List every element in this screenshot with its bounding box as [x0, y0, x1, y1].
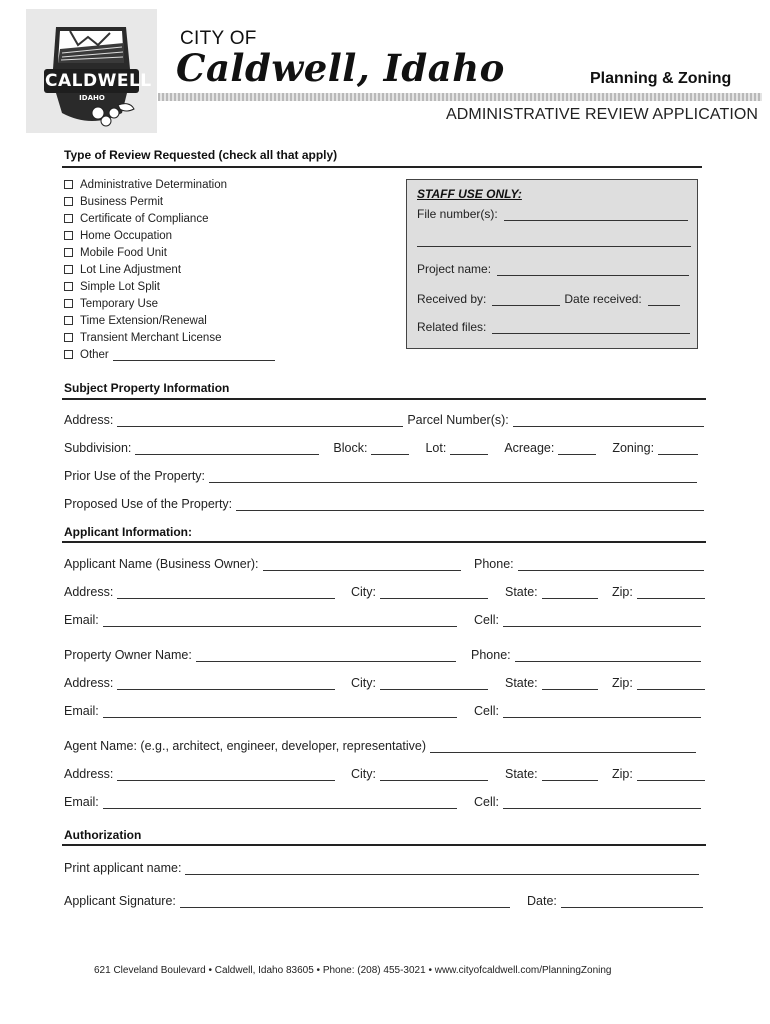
state-input[interactable] — [542, 767, 598, 781]
review-type-heading: Type of Review Requested (check all that apply) — [64, 148, 338, 162]
print-name-label: Print applicant name: — [64, 861, 182, 875]
phone-input[interactable] — [518, 557, 704, 571]
staff-use-title: STAFF USE ONLY: — [417, 187, 522, 201]
checkbox-label: Home Occupation — [80, 229, 173, 242]
section-rule — [62, 844, 706, 846]
city-of-label: CITY OF — [180, 28, 257, 49]
lot-label: Lot: — [425, 441, 447, 455]
state-label: State: — [505, 676, 538, 690]
checkbox-item[interactable] — [64, 346, 275, 363]
authorization-heading: Authorization — [64, 828, 142, 842]
email-label: Email: — [64, 704, 99, 718]
cell-label: Cell: — [474, 704, 500, 718]
staff-use-box — [406, 179, 698, 349]
section-rule — [62, 398, 706, 400]
city-label: City: — [351, 676, 376, 690]
block-label: Block: — [333, 441, 368, 455]
checkbox-icon[interactable] — [64, 316, 73, 325]
date-input[interactable] — [561, 894, 703, 908]
owner-name-row — [64, 648, 456, 662]
footer-contact: 621 Cleveland Boulevard • Caldwell, Idaho 83605 • Phone: (208) 455-3021 • www.cityofcaldwell.com/PlanningZoning — [94, 965, 612, 976]
lot-input[interactable] — [450, 441, 488, 455]
checkbox-item[interactable] — [64, 244, 167, 261]
proposed-use-input[interactable] — [236, 497, 704, 511]
applicant-name-label: Applicant Name (Business Owner): — [64, 557, 259, 571]
address-input[interactable] — [117, 585, 335, 599]
file-number-line-2[interactable] — [417, 234, 691, 247]
city-logo — [26, 9, 157, 133]
logo-wordmark: CALDWELL — [45, 71, 152, 91]
cell-input[interactable] — [503, 704, 701, 718]
agent-cell-row — [474, 795, 701, 809]
city-name-title: Caldwell, Idaho — [176, 46, 505, 90]
city-input[interactable] — [380, 585, 488, 599]
address-input[interactable] — [117, 767, 335, 781]
applicant-zip-row — [612, 585, 705, 599]
owner-city-row — [351, 676, 488, 690]
property-address-row — [64, 413, 704, 427]
print-name-row — [64, 861, 699, 875]
agent-zip-row — [612, 767, 705, 781]
cell-label: Cell: — [474, 613, 500, 627]
zip-label: Zip: — [612, 585, 633, 599]
checkbox-icon[interactable] — [64, 231, 73, 240]
acreage-input[interactable] — [558, 441, 596, 455]
applicant-heading: Applicant Information: — [64, 525, 192, 539]
proposed-use-label: Proposed Use of the Property: — [64, 497, 233, 511]
parcel-input[interactable] — [513, 413, 704, 427]
checkbox-item[interactable] — [64, 210, 208, 227]
signature-input[interactable] — [180, 894, 510, 908]
email-label: Email: — [64, 795, 99, 809]
zip-input[interactable] — [637, 676, 705, 690]
phone-label: Phone: — [471, 648, 511, 662]
checkbox-label: Mobile Food Unit — [80, 246, 167, 259]
checkbox-label: Temporary Use — [80, 297, 158, 310]
applicant-name-input[interactable] — [263, 557, 461, 571]
logo-subtext: IDAHO — [79, 94, 105, 102]
document-title: ADMINISTRATIVE REVIEW APPLICATION — [446, 106, 759, 123]
checkbox-item[interactable] — [64, 176, 227, 193]
subdivision-input[interactable] — [135, 441, 319, 455]
prior-use-row — [64, 469, 697, 483]
project-name-line[interactable] — [497, 263, 689, 276]
agent-email-row — [64, 795, 457, 809]
address-label: Address: — [64, 676, 114, 690]
date-label: Date: — [527, 894, 557, 908]
subdivision-row — [64, 441, 698, 455]
file-number-label: File number(s): — [417, 207, 498, 221]
zip-input[interactable] — [637, 585, 705, 599]
checkbox-icon[interactable] — [64, 180, 73, 189]
header-divider — [158, 93, 762, 101]
checkbox-icon[interactable] — [64, 350, 73, 359]
email-input[interactable] — [103, 704, 457, 718]
checkbox-label: Administrative Determination — [80, 178, 228, 191]
section-rule — [62, 166, 702, 168]
checkbox-item[interactable] — [64, 227, 172, 244]
file-number-field[interactable] — [417, 207, 688, 221]
checkbox-icon[interactable] — [64, 197, 73, 206]
parcel-label: Parcel Number(s): — [407, 413, 509, 427]
prior-use-input[interactable] — [209, 469, 697, 483]
signature-row — [64, 894, 510, 908]
department-label: Planning & Zoning — [590, 70, 732, 87]
checkbox-label: Business Permit — [80, 195, 164, 208]
city-label: City: — [351, 585, 376, 599]
applicant-name-row — [64, 557, 461, 571]
owner-state-row — [505, 676, 598, 690]
agent-name-label: Agent Name: (e.g., architect, engineer, developer, representative) — [64, 739, 427, 753]
owner-zip-row — [612, 676, 705, 690]
state-label: State: — [505, 767, 538, 781]
address-label: Address: — [64, 585, 114, 599]
email-input[interactable] — [103, 795, 457, 809]
state-input[interactable] — [542, 585, 598, 599]
city-label: City: — [351, 767, 376, 781]
checkbox-icon[interactable] — [64, 282, 73, 291]
subdivision-label: Subdivision: — [64, 441, 132, 455]
zip-input[interactable] — [637, 767, 705, 781]
prior-use-label: Prior Use of the Property: — [64, 469, 206, 483]
checkbox-icon[interactable] — [64, 299, 73, 308]
address-input[interactable] — [117, 413, 403, 427]
received-by-label: Received by: — [417, 292, 487, 306]
zip-label: Zip: — [612, 767, 633, 781]
checkbox-label: Certificate of Compliance — [80, 212, 209, 225]
phone-input[interactable] — [515, 648, 701, 662]
applicant-state-row — [505, 585, 598, 599]
date-received-label: Date received: — [564, 292, 642, 306]
checkbox-label: Other — [80, 348, 109, 361]
applicant-cell-row — [474, 613, 701, 627]
checkbox-label: Lot Line Adjustment — [80, 263, 182, 276]
agent-state-row — [505, 767, 598, 781]
block-input[interactable] — [371, 441, 409, 455]
checkbox-icon[interactable] — [64, 265, 73, 274]
date-row — [527, 894, 703, 908]
address-label: Address: — [64, 767, 114, 781]
owner-phone-row — [471, 648, 701, 662]
owner-address-row — [64, 676, 335, 690]
email-input[interactable] — [103, 613, 457, 627]
phone-label: Phone: — [474, 557, 514, 571]
state-input[interactable] — [542, 676, 598, 690]
city-input[interactable] — [380, 767, 488, 781]
applicant-address-row — [64, 585, 335, 599]
agent-name-row — [64, 739, 696, 753]
project-name-label: Project name: — [417, 262, 492, 276]
address-input[interactable] — [117, 676, 335, 690]
cell-label: Cell: — [474, 795, 500, 809]
email-label: Email: — [64, 613, 99, 627]
file-number-line[interactable] — [504, 208, 688, 221]
checkbox-item[interactable] — [64, 261, 181, 278]
zoning-label: Zoning: — [612, 441, 655, 455]
related-files-label: Related files: — [417, 320, 487, 334]
owner-name-input[interactable] — [196, 648, 456, 662]
checkbox-item[interactable] — [64, 295, 158, 312]
checkbox-label: Transient Merchant License — [80, 331, 222, 344]
section-rule — [62, 541, 706, 543]
date-received-line[interactable] — [648, 293, 680, 306]
applicant-phone-row — [474, 557, 704, 571]
checkbox-label: Simple Lot Split — [80, 280, 160, 293]
related-files-line[interactable] — [492, 321, 690, 334]
city-input[interactable] — [380, 676, 488, 690]
agent-name-input[interactable] — [430, 739, 696, 753]
received-by-line[interactable] — [492, 293, 560, 306]
proposed-use-row — [64, 497, 704, 511]
print-name-input[interactable] — [185, 861, 699, 875]
signature-label: Applicant Signature: — [64, 894, 176, 908]
applicant-city-row — [351, 585, 488, 599]
checkbox-item[interactable] — [64, 312, 207, 329]
acreage-label: Acreage: — [504, 441, 555, 455]
checkbox-icon[interactable] — [64, 333, 73, 342]
zoning-input[interactable] — [658, 441, 698, 455]
checkbox-item[interactable] — [64, 329, 221, 346]
related-files-field[interactable] — [417, 320, 690, 334]
property-heading: Subject Property Information — [64, 381, 230, 395]
owner-cell-row — [474, 704, 701, 718]
checkbox-icon[interactable] — [64, 214, 73, 223]
agent-address-row — [64, 767, 335, 781]
checkbox-label: Time Extension/Renewal — [80, 314, 207, 327]
checkbox-item[interactable] — [64, 278, 160, 295]
other-input-line[interactable] — [113, 349, 275, 361]
agent-city-row — [351, 767, 488, 781]
state-label: State: — [505, 585, 538, 599]
owner-email-row — [64, 704, 457, 718]
address-label: Address: — [64, 413, 114, 427]
checkbox-item[interactable] — [64, 193, 163, 210]
zip-label: Zip: — [612, 676, 633, 690]
cell-input[interactable] — [503, 795, 701, 809]
checkbox-icon[interactable] — [64, 248, 73, 257]
applicant-email-row — [64, 613, 457, 627]
project-name-field[interactable] — [417, 262, 689, 276]
received-by-field[interactable] — [417, 292, 680, 306]
owner-name-label: Property Owner Name: — [64, 648, 192, 662]
cell-input[interactable] — [503, 613, 701, 627]
